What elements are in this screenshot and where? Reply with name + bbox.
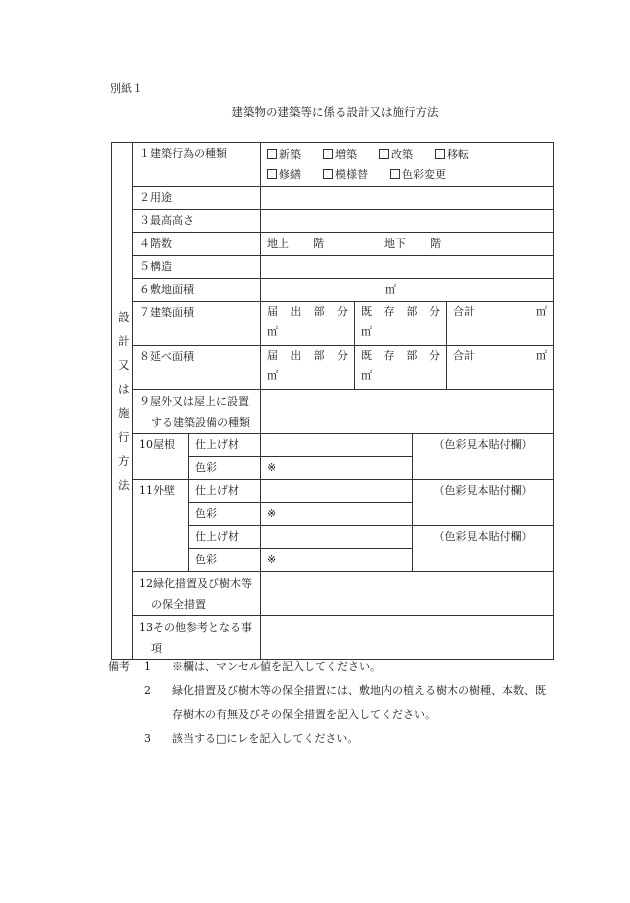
- wall2-swatch: （色彩見本貼付欄）: [413, 526, 554, 572]
- structure-value[interactable]: [261, 256, 554, 279]
- unit: ㎡: [267, 325, 278, 338]
- checkbox-rebuild[interactable]: [379, 145, 413, 165]
- checkbox-label: 増築: [335, 147, 357, 161]
- note-text: 該当する□にレを記入してください。: [172, 732, 359, 745]
- row-floors: [112, 233, 554, 256]
- char: 分: [428, 305, 440, 318]
- wall-color-value[interactable]: ※: [261, 503, 413, 526]
- floors-value[interactable]: [261, 233, 554, 256]
- note-number: 1: [144, 660, 151, 673]
- structure-label: ５構造: [133, 256, 261, 279]
- row-construction-type: [112, 143, 554, 187]
- wall-material-label: 仕上げ材: [189, 480, 261, 503]
- roof-material-label: 仕上げ材: [189, 434, 261, 457]
- max-height-label: ３最高高さ: [133, 210, 261, 233]
- note-text: ※欄は、マンセル値を記入してください。: [172, 660, 381, 673]
- side-char: は: [118, 382, 130, 396]
- char: 出: [290, 349, 302, 362]
- checkbox-color-change[interactable]: [390, 165, 446, 185]
- building-area-label: ７建築面積: [133, 302, 261, 346]
- unit: ㎡: [267, 369, 278, 382]
- building-area-existing[interactable]: [355, 302, 447, 346]
- roof-material-value[interactable]: [261, 434, 413, 457]
- use-label: ２用途: [133, 187, 261, 210]
- checkbox-square-icon: [323, 149, 333, 159]
- side-char: 方: [118, 454, 130, 468]
- site-area-value[interactable]: [261, 279, 554, 302]
- note-number: 3: [144, 732, 151, 745]
- roof-label: 10屋根: [133, 434, 189, 480]
- wall-label: 11外壁: [133, 480, 189, 572]
- wall-material-value[interactable]: [261, 480, 413, 503]
- row-max-height: [112, 210, 554, 233]
- wall2-material-value[interactable]: [261, 526, 413, 549]
- wall-color-label: 色彩: [189, 503, 261, 526]
- side-char: 法: [118, 478, 130, 492]
- row-other: [112, 616, 554, 660]
- building-area-total[interactable]: [447, 302, 554, 346]
- char: 分: [336, 349, 348, 362]
- note-text: 緑化措置及び樹木等の保全措置には、敷地内の植える樹木の樹種、本数、既: [172, 684, 546, 697]
- row-use: [112, 187, 554, 210]
- wall-swatch: （色彩見本貼付欄）: [413, 480, 554, 526]
- side-label-cell: [112, 143, 133, 660]
- unit: ㎡: [536, 349, 547, 362]
- char: 部: [406, 305, 418, 318]
- checkbox-square-icon: [267, 149, 277, 159]
- note-text: 存樹木の有無及びその保全措置を記入してください。: [172, 708, 436, 721]
- total-label: 合計: [453, 349, 475, 362]
- notes: [108, 655, 568, 751]
- char: 分: [428, 349, 440, 362]
- total-label: 合計: [453, 305, 475, 318]
- equipment-value[interactable]: [261, 390, 554, 434]
- construction-type-label: １建築行為の種類: [133, 143, 261, 187]
- floor-area-notified[interactable]: [261, 346, 355, 390]
- side-char: 行: [118, 430, 130, 444]
- note-number: [144, 703, 172, 727]
- wall2-color-label: 色彩: [189, 549, 261, 572]
- greening-value[interactable]: [261, 572, 554, 616]
- floors-above-label: 地上: [267, 237, 289, 250]
- checkbox-extension[interactable]: [323, 145, 357, 165]
- site-area-label: ６敷地面積: [133, 279, 261, 302]
- char: 部: [313, 305, 325, 318]
- char: 届: [267, 349, 278, 362]
- note-number: 2: [144, 684, 151, 697]
- row-site-area: [112, 279, 554, 302]
- floor-area-existing[interactable]: [355, 346, 447, 390]
- construction-type-options: [261, 143, 554, 187]
- building-area-notified[interactable]: [261, 302, 355, 346]
- equipment-label: ９屋外又は屋上に設置する建築設備の種類: [133, 390, 261, 434]
- annex-label: 別紙１: [110, 82, 143, 95]
- checkbox-remodel[interactable]: [323, 165, 368, 185]
- char: 部: [313, 349, 325, 362]
- side-label: [118, 305, 130, 497]
- checkbox-label: 色彩変更: [402, 167, 446, 181]
- checkbox-square-icon: [323, 169, 333, 179]
- side-char: 施: [118, 406, 130, 420]
- note-item: [108, 703, 568, 727]
- other-label: 13その他参考となる事項: [133, 616, 261, 660]
- unit: ㎡: [536, 305, 547, 318]
- notes-label: 備考: [108, 660, 130, 673]
- checkbox-square-icon: [435, 149, 445, 159]
- row-total-floor-area: [112, 346, 554, 390]
- wall2-material-label: 仕上げ材: [189, 526, 261, 549]
- max-height-value[interactable]: [261, 210, 554, 233]
- design-method-table: [111, 142, 554, 660]
- floor-area-label: ８延べ面積: [133, 346, 261, 390]
- char: 出: [290, 305, 302, 318]
- checkbox-relocate[interactable]: [435, 145, 469, 165]
- row-greening: [112, 572, 554, 616]
- roof-color-value[interactable]: ※: [261, 457, 413, 480]
- row-roof-material: [112, 434, 554, 457]
- floors-below-label: 地下: [384, 237, 406, 250]
- other-value[interactable]: [261, 616, 554, 660]
- form-title: 建築物の建築等に係る設計又は施行方法: [231, 105, 439, 119]
- row-structure: [112, 256, 554, 279]
- wall2-color-value[interactable]: ※: [261, 549, 413, 572]
- char: 既: [361, 305, 372, 318]
- char: 届: [267, 305, 278, 318]
- floor-area-total[interactable]: [447, 346, 554, 390]
- checkbox-label: 新築: [279, 147, 301, 161]
- floors-label: ４階数: [133, 233, 261, 256]
- row-wall-material: [112, 480, 554, 503]
- char: 分: [336, 305, 348, 318]
- checkbox-label: 修繕: [279, 167, 301, 181]
- char: 存: [383, 305, 395, 318]
- side-char: 計: [118, 334, 130, 348]
- checkbox-repair[interactable]: [267, 165, 301, 185]
- checkbox-label: 模様替: [335, 167, 368, 181]
- roof-color-label: 色彩: [189, 457, 261, 480]
- checkbox-square-icon: [379, 149, 389, 159]
- unit: ㎡: [361, 369, 372, 382]
- note-item: [108, 679, 568, 703]
- checkbox-label: 改築: [391, 147, 413, 161]
- side-char: 設: [118, 310, 130, 324]
- checkbox-new[interactable]: [267, 145, 301, 165]
- char: 既: [361, 349, 372, 362]
- checkbox-square-icon: [267, 169, 277, 179]
- use-value[interactable]: [261, 187, 554, 210]
- char: 存: [383, 349, 395, 362]
- checkbox-label: 移転: [447, 147, 469, 161]
- greening-label: 12緑化措置及び樹木等の保全措置: [133, 572, 261, 616]
- row-building-area: [112, 302, 554, 346]
- char: 部: [406, 349, 418, 362]
- floors-below-unit: 階: [430, 237, 441, 250]
- floors-above-unit: 階: [313, 237, 324, 250]
- note-item: [108, 655, 568, 679]
- row-equipment: [112, 390, 554, 434]
- roof-swatch: （色彩見本貼付欄）: [413, 434, 554, 480]
- site-area-unit: ㎡: [385, 283, 396, 296]
- side-char: 又: [118, 358, 130, 372]
- note-item: [108, 727, 568, 751]
- checkbox-square-icon: [390, 169, 400, 179]
- unit: ㎡: [361, 325, 372, 338]
